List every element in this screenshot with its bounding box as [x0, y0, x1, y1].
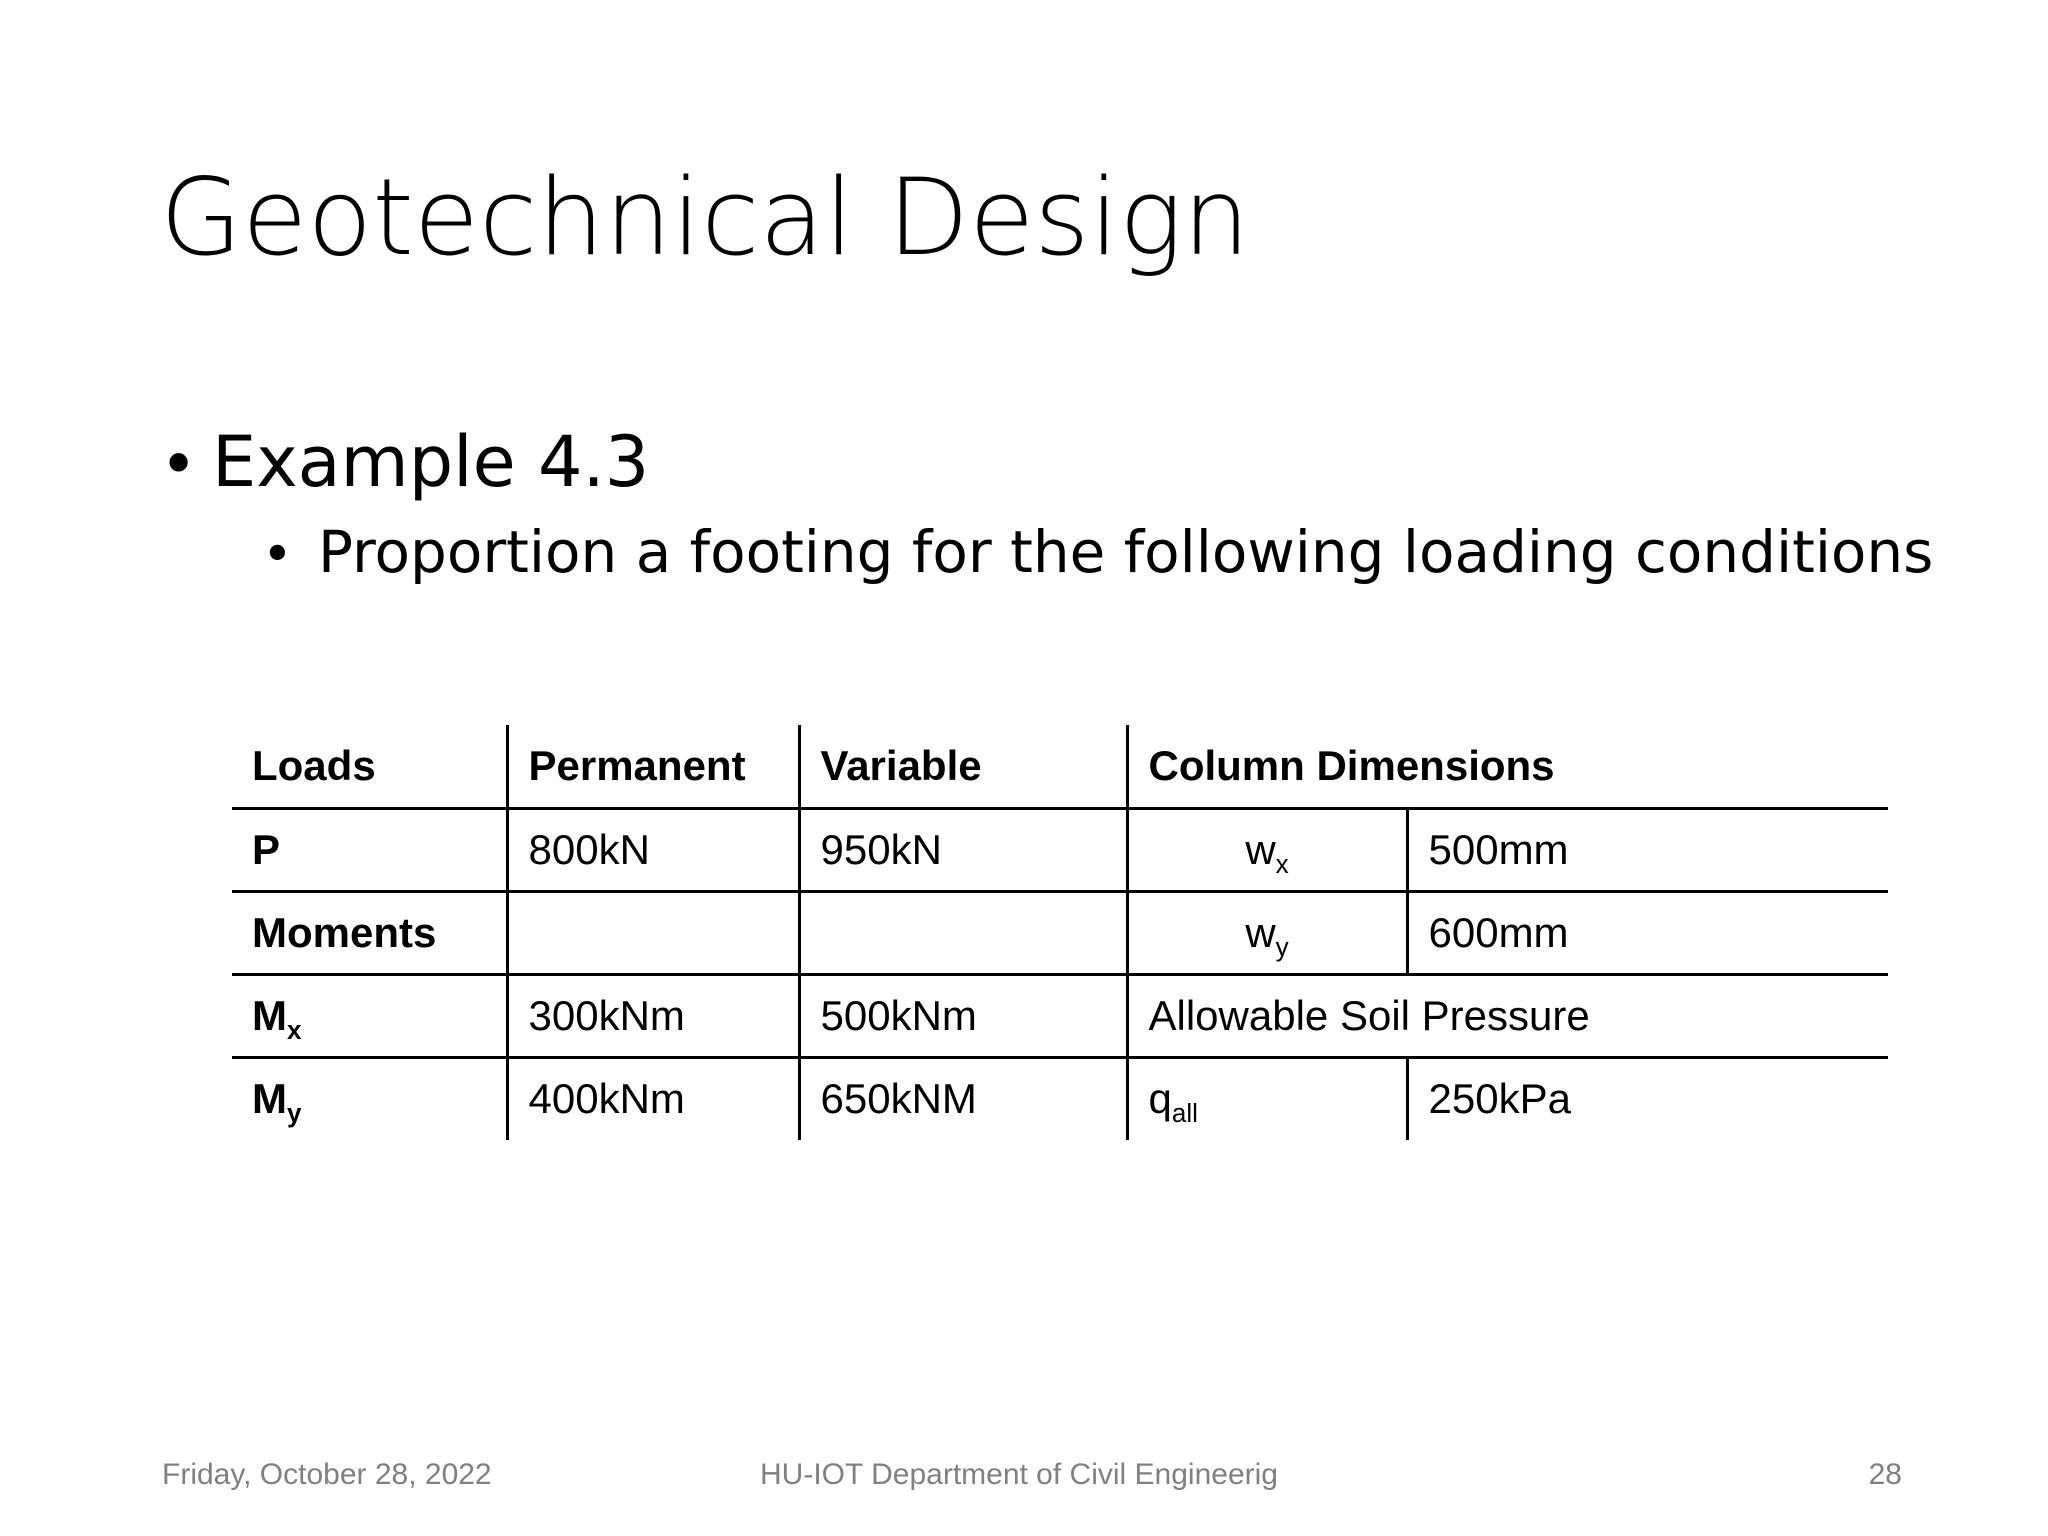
cell-dim-symbol-wx — [1127, 808, 1407, 891]
footer-page-number: 28 — [1868, 1458, 1902, 1491]
bullet-instruction — [262, 518, 1933, 588]
subscript: all — [1171, 1098, 1198, 1129]
table-header-row — [232, 725, 1888, 808]
symbol: w — [1245, 908, 1276, 956]
bullet-dot-icon: • — [160, 428, 198, 501]
loading-conditions-table — [232, 725, 1888, 1140]
bullet-example — [160, 420, 649, 504]
bullet-dot-icon: • — [262, 525, 293, 585]
cell-variable: 950kN — [799, 808, 1127, 891]
table-row — [232, 1057, 1888, 1140]
symbol: M — [252, 991, 287, 1039]
symbol: M — [252, 1075, 287, 1123]
table-row — [232, 891, 1888, 974]
cell-dim-value: 600mm — [1407, 891, 1888, 974]
table-row — [232, 974, 1888, 1057]
symbol: w — [1245, 825, 1276, 873]
row-label-moments: Moments — [232, 891, 507, 974]
table-row — [232, 808, 1888, 891]
row-label-mx — [232, 974, 507, 1057]
cell-dim-symbol-wy — [1127, 891, 1407, 974]
cell-permanent — [507, 891, 799, 974]
cell-permanent: 400kNm — [507, 1057, 799, 1140]
subscript: x — [287, 1014, 302, 1045]
row-label-my — [232, 1057, 507, 1140]
row-label-p: P — [232, 808, 507, 891]
cell-variable — [799, 891, 1127, 974]
cell-variable: 650kNM — [799, 1057, 1127, 1140]
footer-date: Friday, October 28, 2022 — [162, 1458, 492, 1491]
footer-department: HU-IOT Department of Civil Engineerig — [760, 1458, 1278, 1491]
header-column-dimensions: Column Dimensions — [1127, 725, 1888, 808]
cell-dim-symbol-qall — [1127, 1057, 1407, 1140]
cell-dim-value: 250kPa — [1407, 1057, 1888, 1140]
subscript: x — [1275, 848, 1289, 879]
header-permanent: Permanent — [507, 725, 799, 808]
symbol: q — [1148, 1075, 1172, 1123]
subscript: y — [1275, 931, 1289, 962]
bullet-instruction-text: Proportion a footing for the following loading conditions — [318, 518, 1934, 586]
cell-variable: 500kNm — [799, 974, 1127, 1057]
bullet-example-text: Example 4.3 — [212, 421, 650, 503]
header-loads: Loads — [252, 741, 376, 789]
cell-permanent: 800kN — [507, 808, 799, 891]
cell-dim-value: 500mm — [1407, 808, 1888, 891]
subscript: y — [287, 1098, 302, 1129]
cell-permanent: 300kNm — [507, 974, 799, 1057]
header-variable: Variable — [799, 725, 1127, 808]
slide-title: Geotechnical Design — [160, 156, 1250, 279]
cell-allowable-soil-pressure: Allowable Soil Pressure — [1127, 974, 1888, 1057]
